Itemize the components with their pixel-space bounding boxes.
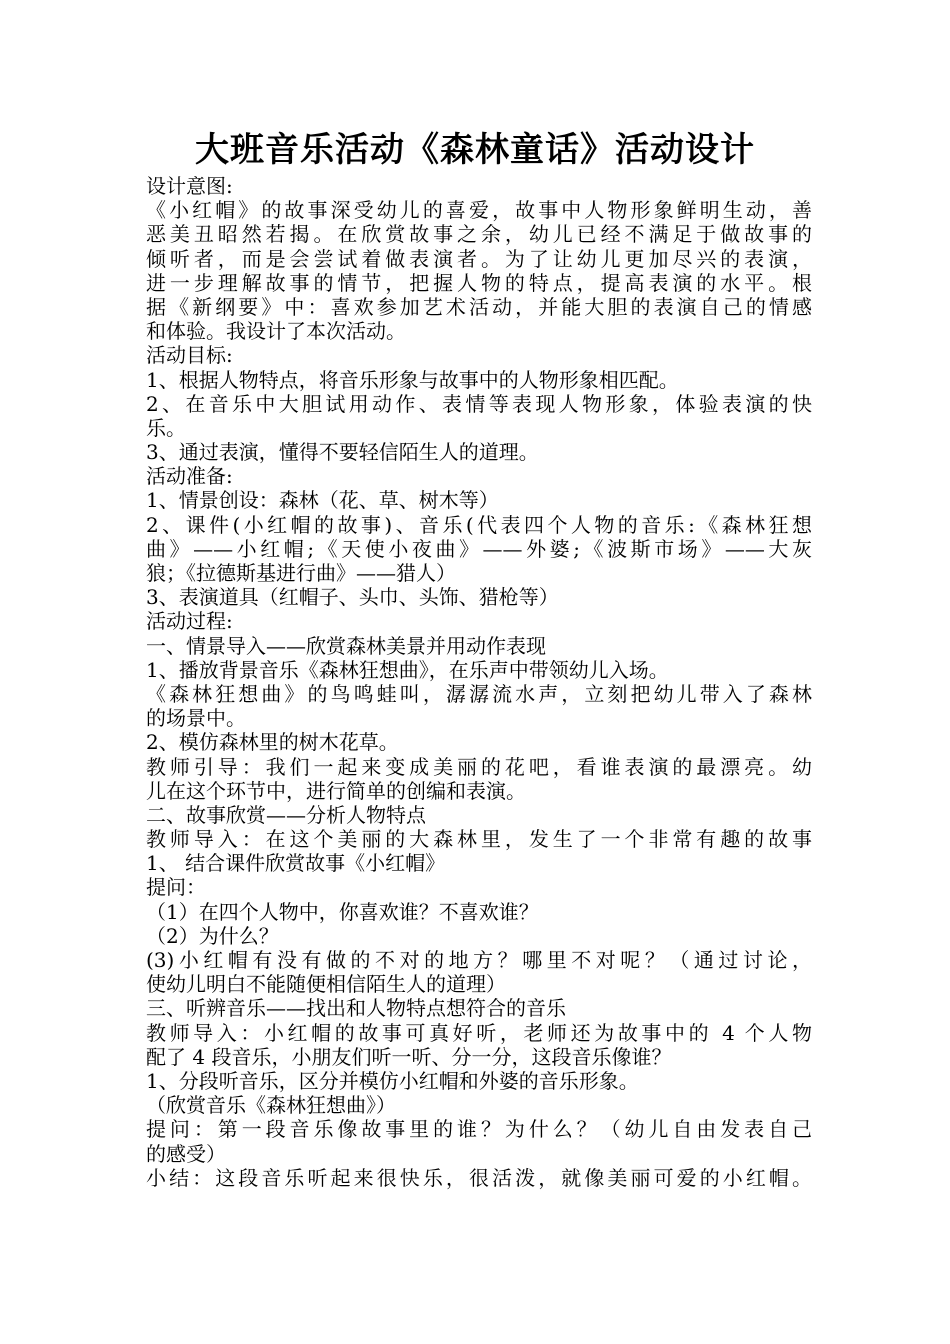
text-line: 《森林狂想曲》的鸟鸣蛙叫，潺潺流水声，立刻把幼儿带入了森林 [146,681,812,706]
text-line: 提问：第一段音乐像故事里的谁？为什么？（幼儿自由发表自己 [146,1117,812,1142]
text-line: 教师引导：我们一起来变成美丽的花吧，看谁表演的最漂亮。幼 [146,754,812,779]
text-line: 一、情景导入——欣赏森林美景并用动作表现 [146,633,546,658]
document-body [146,174,812,1190]
text-line: 1、根据人物特点，将音乐形象与故事中的人物形象相匹配。 [146,367,679,392]
text-line: 教师导入：在这个美丽的大森林里，发生了一个非常有趣的故事 [146,827,812,852]
text-line: 1、分段听音乐，区分并模仿小红帽和外婆的音乐形象。 [146,1068,639,1093]
text-line: 1、情景创设：森林（花、草、树木等） [146,488,499,513]
text-line: 进一步理解故事的情节，把握人物的特点，提高表演的水平。根 [146,270,812,295]
text-line: 倾听者，而是会尝试着做表演者。为了让幼儿更加尽兴的表演， [146,246,812,271]
text-line: （1）在四个人物中，你喜欢谁？不喜欢谁？ [146,899,539,924]
text-line: 教师导入：小红帽的故事可真好听，老师还为故事中的 4 个人物 [146,1020,812,1045]
text-line: 2、模仿森林里的树木花草。 [146,730,399,755]
text-line: 二、故事欣赏——分析人物特点 [146,802,426,827]
text-line: 活动过程: [146,609,233,634]
document-title: 大班音乐活动《森林童话》活动设计 [195,130,755,170]
text-line: 的场景中。 [146,706,246,731]
text-line: 设计意图: [146,174,233,198]
text-line: 的感受） [146,1141,226,1166]
text-line: 3、通过表演，懂得不要轻信陌生人的道理。 [146,440,539,465]
text-line: (3)小红帽有没有做的不对的地方？哪里不对呢？（通过讨论， [146,948,812,972]
text-line: （欣赏音乐《森林狂想曲》） [146,1093,396,1118]
text-line: 3、表演道具（红帽子、头巾、头饰、猎枪等） [146,585,559,610]
text-line: 2、课件(小红帽的故事)、音乐(代表四个人物的音乐:《森林狂想 [146,512,812,537]
text-line: 据《新纲要》中：喜欢参加艺术活动，并能大胆的表演自己的情感 [146,294,812,319]
text-line: 活动目标: [146,343,233,368]
text-line: 乐。 [146,415,186,440]
text-line: 《小红帽》的故事深受幼儿的喜爱，故事中人物形象鲜明生动，善 [146,198,812,223]
text-line: 2、在音乐中大胆试用动作、表情等表现人物形象，体验表演的快 [146,391,812,416]
text-line: 提问： [146,875,206,900]
text-line: 曲》——小红帽;《天使小夜曲》——外婆;《波斯市场》——大灰 [146,536,812,561]
text-line: 三、听辨音乐——找出和人物特点想符合的音乐 [146,996,566,1021]
text-line: 儿在这个环节中，进行简单的创编和表演。 [146,778,526,803]
text-line: 小结：这段音乐听起来很快乐，很活泼，就像美丽可爱的小红帽。 [146,1165,812,1190]
text-line: 和体验。我设计了本次活动。 [146,319,406,344]
text-line: （2）为什么？ [146,923,279,948]
text-line: 1、 结合课件欣赏故事《小红帽》 [146,851,446,876]
text-line: 活动准备: [146,464,233,489]
text-line: 配了 4 段音乐，小朋友们听一听、分一分，这段音乐像谁？ [146,1044,672,1069]
text-line: 狼；《拉德斯基进行曲》——猎人） [146,561,456,585]
text-line: 恶美丑昭然若揭。在欣赏故事之余，幼儿已经不满足于做故事的 [146,222,812,247]
text-line: 使幼儿明白不能随便相信陌生人的道理） [146,972,506,997]
text-line: 1、播放背景音乐《森林狂想曲》，在乐声中带领幼儿入场。 [146,657,669,682]
